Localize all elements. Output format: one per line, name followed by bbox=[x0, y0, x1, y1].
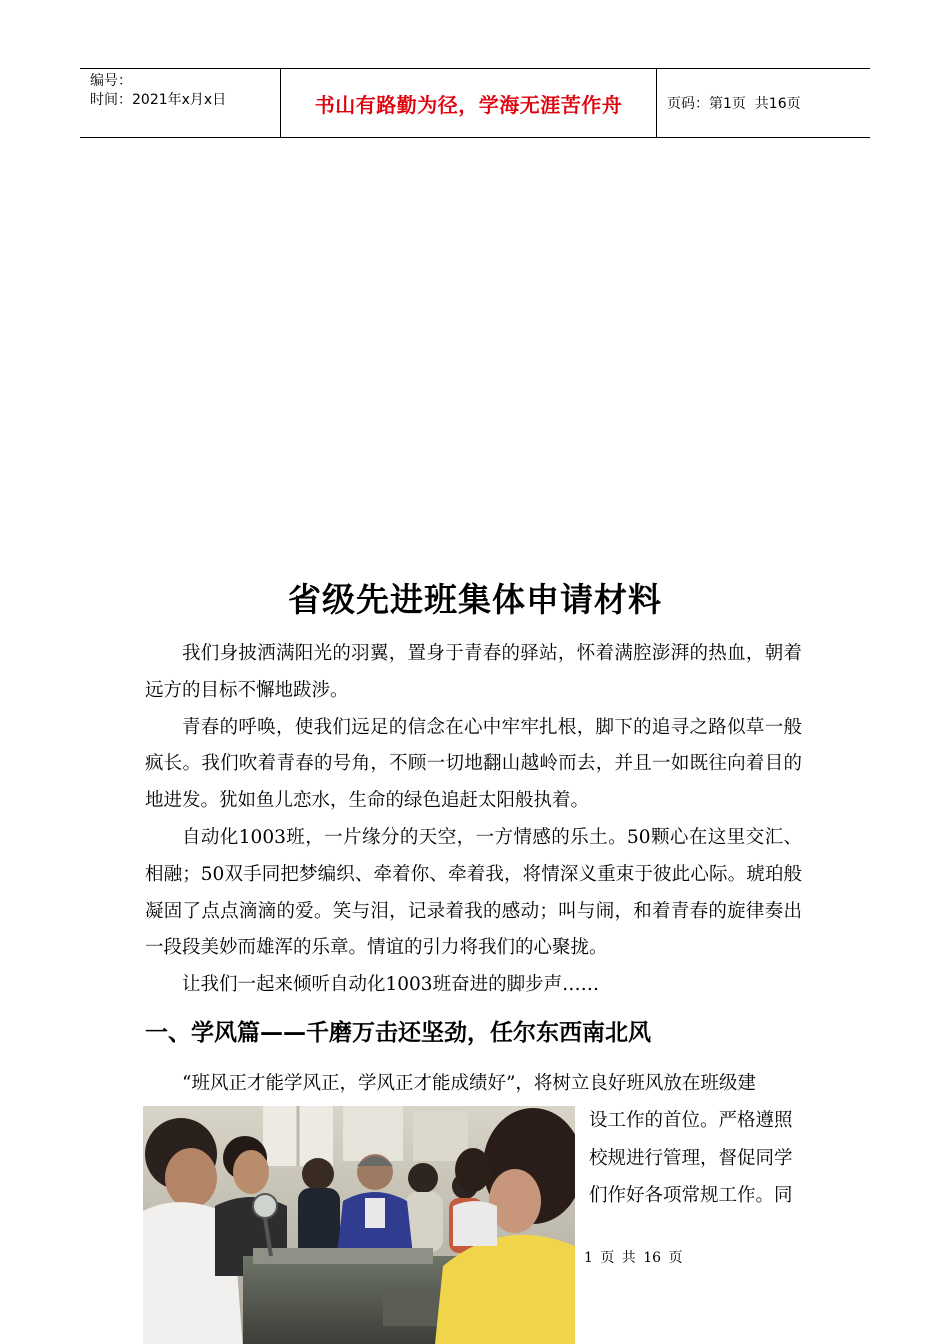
page-header bbox=[80, 68, 870, 138]
section-heading: 一、学风篇——千磨万击还坚劲，任尔东西南北风 bbox=[145, 1020, 651, 1046]
wrapped-line: 设工作的首位。严格遵照 bbox=[589, 1110, 793, 1131]
header-page-info bbox=[657, 69, 870, 137]
paragraph: 青春的呼唤，使我们远足的信念在心中牢牢扎根，脚下的追寻之路似草一般疯长。我们吹着青春的号角，不顾一切地翻山越岭而去，并且一如既往向着目的地进发。犹如鱼儿恋水，生命的绿色追赶太阳般执着。 bbox=[145, 716, 802, 812]
paragraph: 我们身披洒满阳光的羽翼，置身于青春的驿站，怀着满腔澎湃的热血，朝着远方的目标不懈地跋涉。 bbox=[145, 643, 802, 701]
section-first-line: “班风正才能学风正，学风正才能成绩好”，将树立良好班风放在班级建 bbox=[182, 1073, 756, 1094]
document-time-label: 时间：2021年x月x日 bbox=[90, 92, 227, 108]
page-footer: 1 页 共 16 页 bbox=[584, 1250, 683, 1266]
paragraph: 自动化1003班，一片缘分的天空，一方情感的乐土。50颗心在这里交汇、相融；50双手同把梦编织、牵着你、牵着我，将情深义重束于彼此心际。琥珀般凝固了点点滴滴的爱。笑与泪，记录着我的感动；叫与闹，和着青春的旋律奏出一段段美妙而雄浑的乐章。情谊的引力将我们的心聚拢。 bbox=[145, 826, 802, 959]
document-number-label: 编号： bbox=[90, 73, 132, 89]
classroom-photo-illustration bbox=[143, 1106, 575, 1344]
page-number-label: 页码：第1页 共16页 bbox=[667, 96, 801, 112]
header-motto: 书山有路勤为径，学海无涯苦作舟 bbox=[280, 69, 657, 137]
intro-body bbox=[145, 636, 802, 1004]
classroom-photo bbox=[143, 1106, 575, 1344]
wrapped-text-column bbox=[589, 1102, 801, 1215]
paragraph: 让我们一起来倾听自动化1003班奋进的脚步声…… bbox=[182, 974, 600, 996]
wrapped-line: 们作好各项常规工作。同 bbox=[589, 1185, 793, 1206]
wrapped-line: 校规进行管理，督促同学 bbox=[589, 1147, 793, 1169]
document-title: 省级先进班集体申请材料 bbox=[288, 580, 662, 619]
header-meta bbox=[80, 69, 280, 137]
